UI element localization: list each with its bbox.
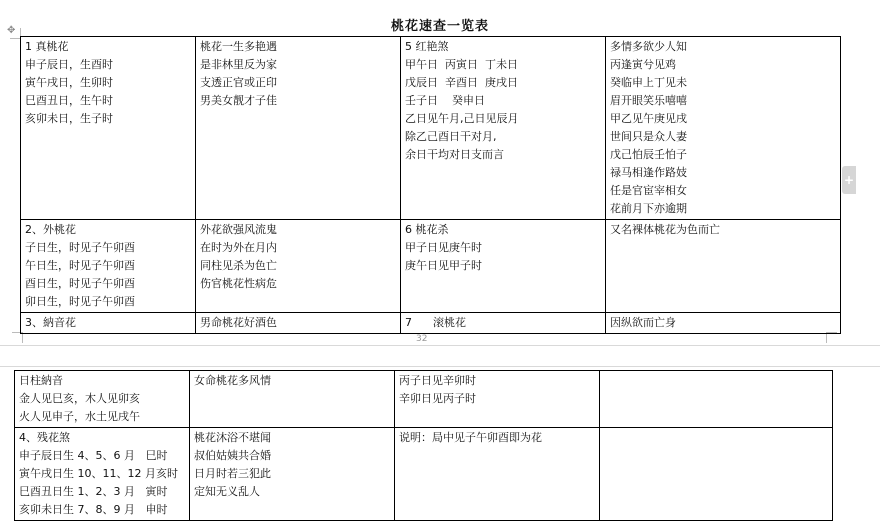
table-cell[interactable] [190, 428, 395, 521]
cell-text-line: 丙子日见辛卯时 [399, 374, 476, 387]
table-cell[interactable] [196, 313, 401, 334]
cell-text-line: 余日干均对日支而言 [405, 148, 504, 161]
cell-text-line: 花前月下亦逾期 [610, 202, 687, 215]
cell-text-line: 寅午戌日生 10、11、12 月亥时 [19, 467, 178, 480]
cell-text-line: 7 滚桃花 [405, 316, 466, 329]
table-cell[interactable] [15, 428, 190, 521]
cell-text-line: 男美女靓才子佳 [200, 94, 277, 107]
table-cell[interactable] [600, 428, 833, 521]
cell-text-line: 申子辰日生 4、5、6 月 巳时 [19, 449, 168, 462]
cell-text-line: 子日生，时见子午卯酉 [25, 241, 135, 254]
table-cell[interactable] [395, 371, 600, 428]
cell-text-line: 丙逢寅兮见鸡 [610, 58, 676, 71]
cell-text-line: 伤官桃花性病危 [200, 277, 277, 290]
cell-text-line: 壬子日 癸申日 [405, 94, 485, 107]
cell-text-line: 火人见申子，水土见戌午 [19, 410, 140, 423]
cell-text-line: 辛卯日见丙子时 [399, 392, 476, 405]
side-panel-tab-icon[interactable]: + [842, 166, 856, 194]
cell-text-line: 说明：局中见子午卯酉即为花 [399, 431, 542, 444]
cell-text-line: 叔伯姑姨共合婚 [194, 449, 271, 462]
cell-text-line: 庚午日见甲子时 [405, 259, 482, 272]
cell-text-line: 定知无义乱人 [194, 485, 260, 498]
table-cell[interactable] [401, 220, 606, 313]
table-row [21, 37, 841, 220]
table-cell[interactable] [21, 220, 196, 313]
table-cell[interactable] [190, 371, 395, 428]
cell-text-line: 同柱见杀为色亡 [200, 259, 277, 272]
cell-text-line: 申子辰日，生酉时 [25, 58, 113, 71]
cell-text-line: 酉日生，时见子午卯酉 [25, 277, 135, 290]
cell-text-line: 甲子日见庚午时 [405, 241, 482, 254]
cell-text-line: 巳酉丑日，生午时 [25, 94, 113, 107]
cell-text-line: 禄马相逢作路妓 [610, 166, 687, 179]
table-row [15, 371, 833, 428]
cell-text-line: 世间只是众人妻 [610, 130, 687, 143]
cell-text-line: 甲乙见午庚见戌 [610, 112, 687, 125]
cell-text-line: 甲午日 丙寅日 丁未日 [405, 58, 518, 71]
table-cell[interactable] [21, 313, 196, 334]
cell-text-line: 卯日生，时见子午卯酉 [25, 295, 135, 308]
cell-text-line: 任是官宦宰相女 [610, 184, 687, 197]
cell-text-line: 除乙己酉日干对月, [405, 130, 497, 143]
cell-text-line: 戊己怕辰壬怕子 [610, 148, 687, 161]
cell-text-line: 在时为外在月内 [200, 241, 277, 254]
cell-text-line: 金人见巳亥，木人见卯亥 [19, 392, 140, 405]
page-number: 32 [416, 334, 428, 344]
table-cell[interactable] [395, 428, 600, 521]
page-break-gap [0, 345, 880, 367]
cell-text-line: 男命桃花好酒色 [200, 316, 277, 329]
table-cell[interactable] [606, 37, 841, 220]
cell-text-line: 桃花沐浴不堪闻 [194, 431, 271, 444]
cell-text-line: 女命桃花多风情 [194, 374, 271, 387]
cell-text-line: 4、残花煞 [19, 431, 70, 444]
page-title: 桃花速查一览表 [390, 19, 489, 34]
table-cell[interactable] [196, 220, 401, 313]
table-cell[interactable] [21, 37, 196, 220]
cell-text-line: 午日生，时见子午卯酉 [25, 259, 135, 272]
cell-text-line: 巳酉丑日生 1、2、3 月 寅时 [19, 485, 168, 498]
cell-text-line: 多情多欲少人知 [610, 40, 687, 53]
cell-text-line: 又名裸体桃花为色而亡 [610, 223, 720, 236]
table-bottom [14, 370, 833, 521]
table-cell[interactable] [196, 37, 401, 220]
table-move-handle-icon[interactable]: ✥ [7, 25, 16, 36]
cell-text-line: 2、外桃花 [25, 223, 76, 236]
table-cell[interactable] [401, 37, 606, 220]
cell-text-line: 因纵欲而亡身 [610, 316, 676, 329]
cell-text-line: 桃花一生多艳遇 [200, 40, 277, 53]
table-cell[interactable] [15, 371, 190, 428]
cell-text-line: 亥卯未日，生子时 [25, 112, 113, 125]
table-row [21, 313, 841, 334]
cell-text-line: 3、納音花 [25, 316, 76, 329]
cell-text-line: 戊辰日 辛酉日 庚戌日 [405, 76, 518, 89]
cell-text-line: 5 红艳煞 [405, 40, 449, 53]
cell-text-line: 乙日见午月,己日见辰月 [405, 112, 519, 125]
table-cell[interactable] [606, 313, 841, 334]
cell-text-line: 日月时若三犯此 [194, 467, 271, 480]
cell-text-line: 6 桃花杀 [405, 223, 449, 236]
table-cell[interactable] [401, 313, 606, 334]
cell-text-line: 是非林里反为家 [200, 58, 277, 71]
table-cell[interactable] [606, 220, 841, 313]
table-row [21, 220, 841, 313]
table-cell[interactable] [600, 371, 833, 428]
cell-text-line: 亥卯未日生 7、8、9 月 申时 [19, 503, 168, 516]
cell-text-line: 眉开眼笑乐嘻嘻 [610, 94, 687, 107]
table-row [15, 428, 833, 521]
cell-text-line: 支透正官或正印 [200, 76, 277, 89]
cell-text-line: 1 真桃花 [25, 40, 69, 53]
cell-text-line: 日柱納音 [19, 374, 63, 387]
cell-text-line: 寅午戌日，生卯时 [25, 76, 113, 89]
cell-text-line: 外花欲强风流鬼 [200, 223, 277, 236]
cell-text-line: 癸临申上丁见未 [610, 76, 687, 89]
table-top [20, 36, 841, 334]
